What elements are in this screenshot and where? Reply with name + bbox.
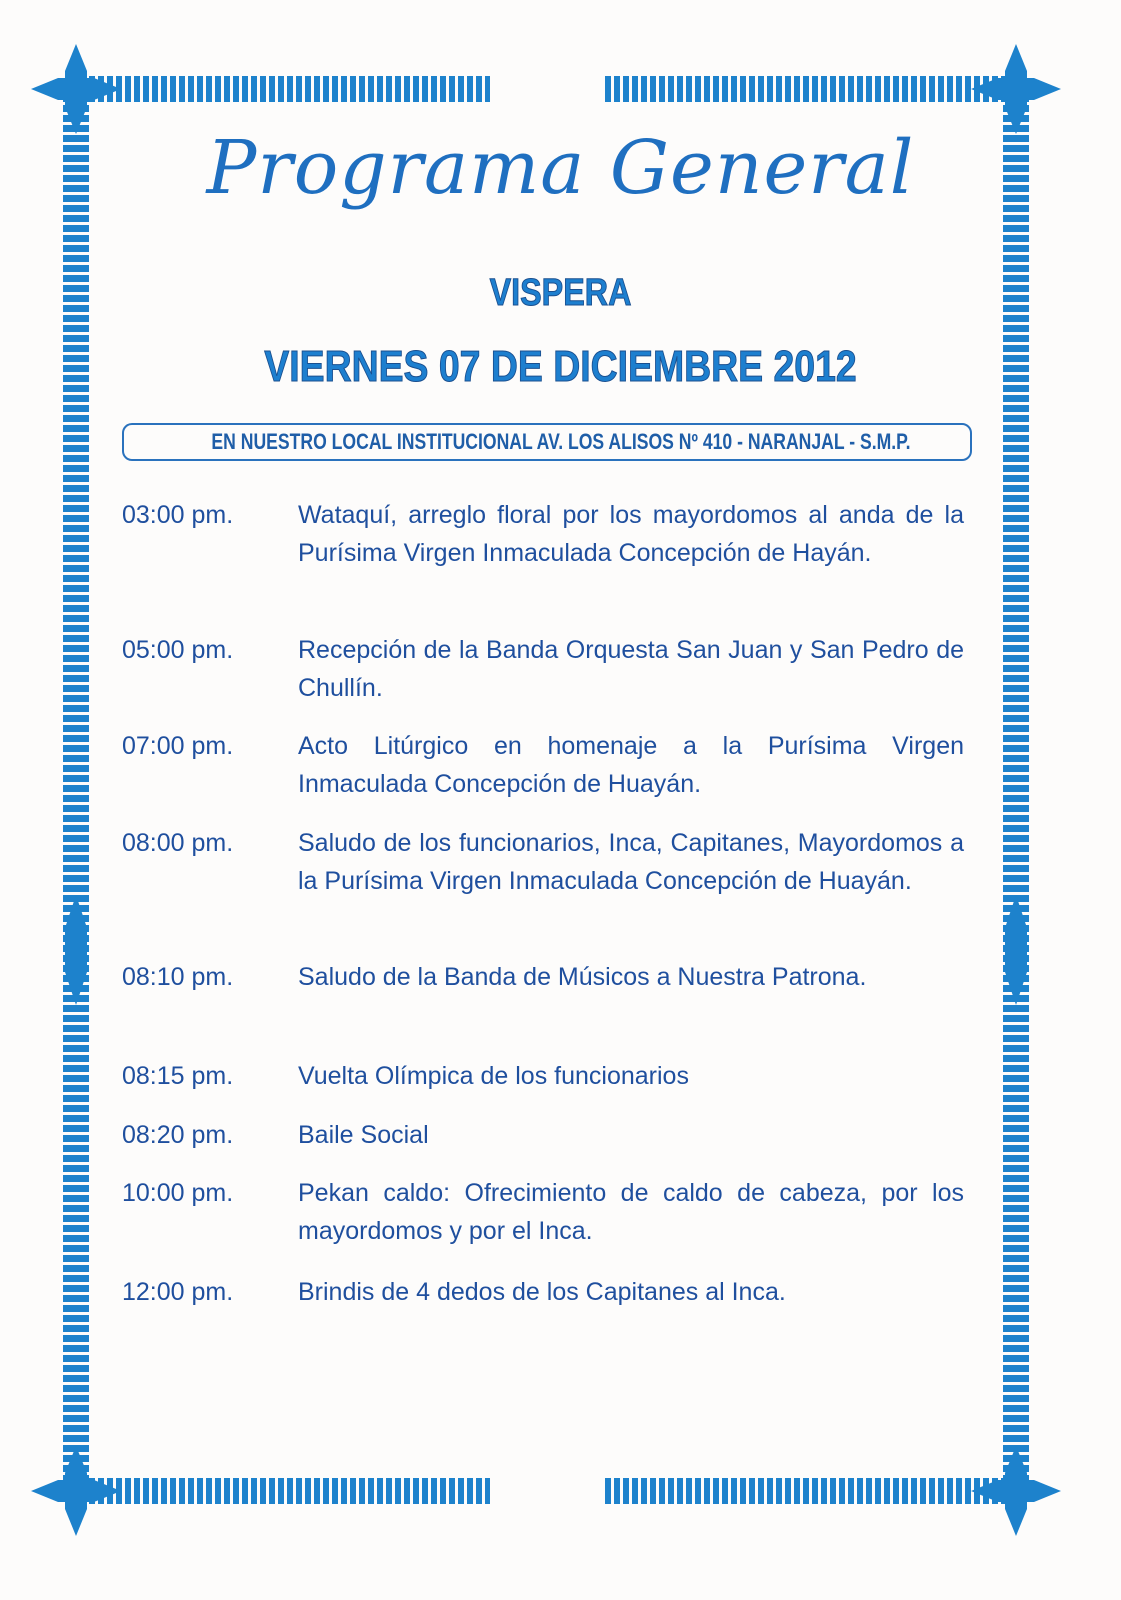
schedule-text: Brindis de 4 dedos de los Capitanes al Inca. <box>298 1278 786 1306</box>
schedule-text: Baile Social <box>298 1121 429 1149</box>
address-box <box>122 423 972 461</box>
schedule-item <box>122 1174 964 1250</box>
schedule-item <box>122 496 964 572</box>
schedule-item <box>122 958 964 996</box>
schedule-time: 08:00 pm. <box>122 829 234 857</box>
schedule-time: 08:20 pm. <box>122 1121 234 1149</box>
schedule-text: Wataquí, arreglo floral por los mayordomos al anda de la Purísima Virgen Inmaculada Concepción de Hayán. <box>298 501 964 567</box>
schedule-text: Pekan caldo: Ofrecimiento de caldo de cabeza, por los mayordomos y por el Inca. <box>298 1179 964 1245</box>
schedule-item <box>122 1116 964 1154</box>
border-top-left <box>80 76 490 102</box>
border-bottom-right <box>605 1478 1015 1504</box>
schedule-text: Saludo de la Banda de Músicos a Nuestra Patrona. <box>298 963 867 991</box>
subtitle: VISPERA <box>489 272 632 314</box>
schedule-text: Saludo de los funcionarios, Inca, Capitanes, Mayordomos a la Purísima Virgen Inmaculada Concepción de Huayán. <box>298 829 964 895</box>
address-text: EN NUESTRO LOCAL INSTITUCIONAL AV. LOS ALISOS Nº 410 - NARANJAL - S.M.P. <box>211 429 911 454</box>
event-date: VIERNES 07 DE DICIEMBRE 2012 <box>264 342 857 391</box>
schedule-text: Vuelta Olímpica de los funcionarios <box>298 1062 689 1090</box>
schedule-time: 07:00 pm. <box>122 732 234 760</box>
schedule-item <box>122 1057 964 1095</box>
schedule-item <box>122 631 964 707</box>
schedule-item <box>122 824 964 900</box>
schedule-time: 10:00 pm. <box>122 1179 234 1207</box>
border-top-right <box>605 76 1015 102</box>
border-bottom-left <box>80 1478 490 1504</box>
schedule-time: 08:15 pm. <box>122 1062 234 1090</box>
schedule-text: Recepción de la Banda Orquesta San Juan y San Pedro de Chullín. <box>298 636 964 702</box>
schedule-time: 03:00 pm. <box>122 501 234 529</box>
schedule-time: 05:00 pm. <box>122 636 234 664</box>
schedule-text: Acto Litúrgico en homenaje a la Purísima Virgen Inmaculada Concepción de Huayán. <box>298 732 964 798</box>
schedule-time: 12:00 pm. <box>122 1278 234 1306</box>
schedule-item <box>122 727 964 803</box>
page-title: Programa General <box>206 125 915 211</box>
schedule-time: 08:10 pm. <box>122 963 234 991</box>
schedule-item <box>122 1273 964 1311</box>
